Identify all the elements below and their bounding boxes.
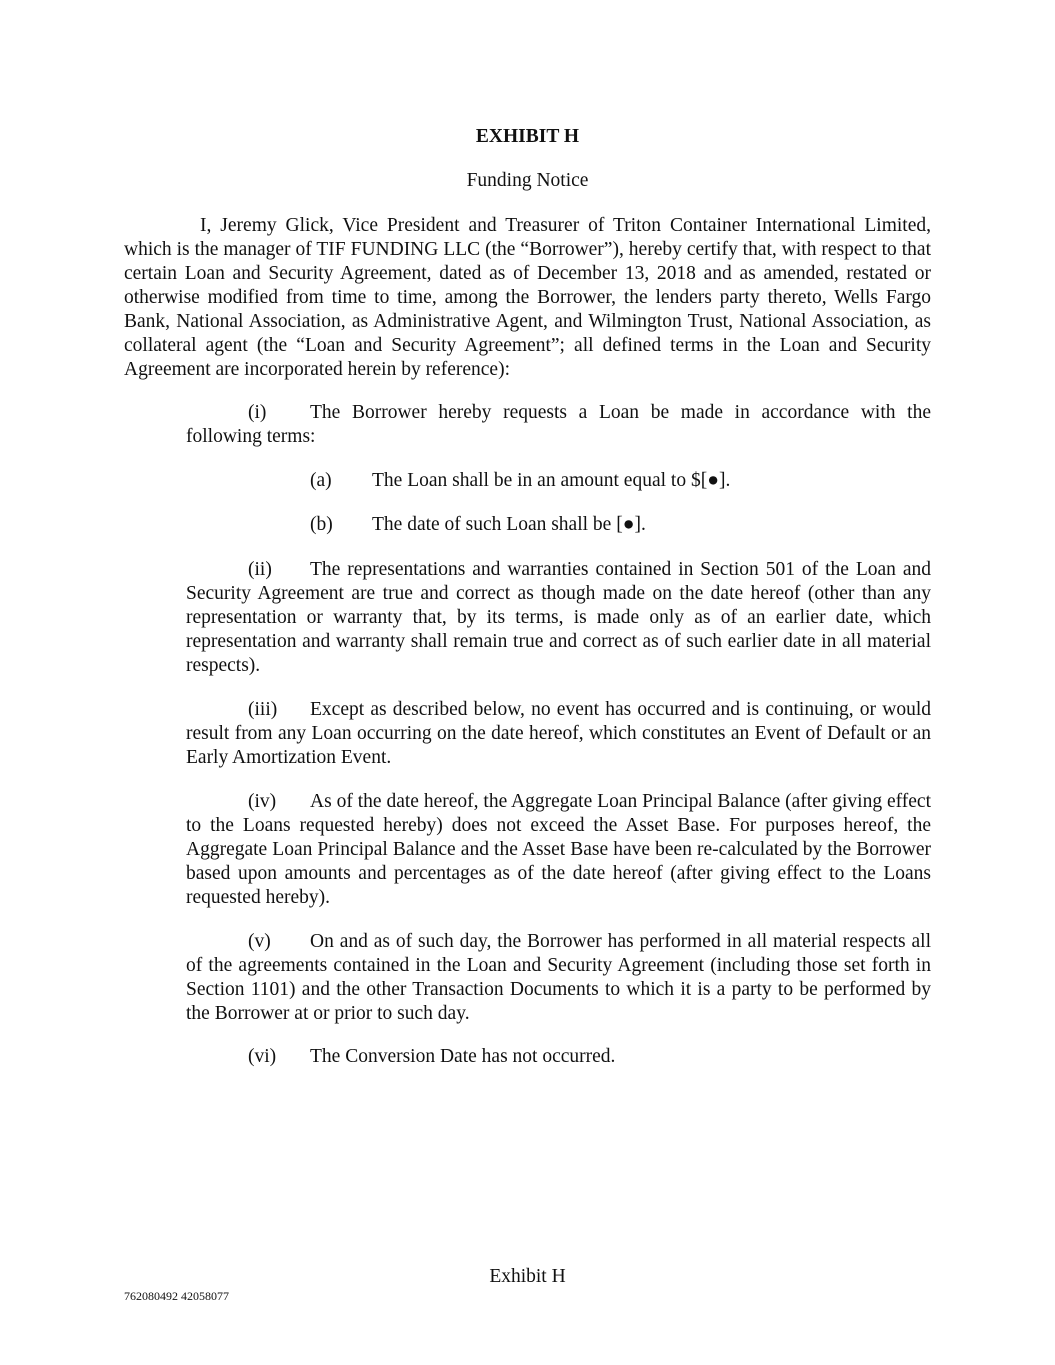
subitem-number: (a) — [310, 470, 332, 491]
item-text: The Borrower hereby requests a Loan be made in accordance with the following terms: — [186, 402, 931, 447]
document-subtitle: Funding Notice — [466, 170, 589, 191]
item-number: (ii) — [248, 559, 272, 580]
intro-paragraph: I, Jeremy Glick, Vice President and Treasurer of Triton Container International Limited, which is the manager of TIF FUNDING LLC (the “Borrower”), hereby certify that, with respect to that certain Loan and Security Agreement, dated as of December 13, 2018 and as amended, restated or otherwise modified from time to time, among the Borrower, the lenders party thereto, Wells Fargo Bank, National Association, as Administrative Agent, and Wilmington Trust, National Association, as collateral agent (the “Loan and Security Agreement”; all defined terms in the Loan and Security Agreement are incorporated herein by reference): — [124, 215, 931, 380]
item-iii — [186, 698, 931, 770]
subitem-text: The date of such Loan shall be [●]. — [372, 514, 646, 535]
item-number: (iii) — [248, 699, 278, 720]
item-text: Except as described below, no event has occurred and is continuing, or would result from any Loan occurring on the date hereof, which constitutes an Event of Default or an Early Amortization Event. — [186, 699, 931, 768]
item-text: As of the date hereof, the Aggregate Loan Principal Balance (after giving effect to the Loans requested hereby) does not exceed the Asset Base. For purposes hereof, the Aggregate Loan Principal Balance and the Asset Base have been re-calculated by the Borrower based upon amounts and percentages as of the date hereof (after giving effect to the Loans requested hereby). — [186, 791, 931, 908]
item-number: (v) — [248, 931, 271, 952]
subitem-text: The Loan shall be in an amount equal to $[●]. — [372, 470, 731, 491]
page-footer-label: Exhibit H — [489, 1266, 566, 1287]
subitem-b — [310, 513, 931, 537]
item-ii — [186, 558, 931, 678]
document-id: 762080492 42058077 — [124, 1289, 229, 1303]
item-number: (iv) — [248, 791, 277, 812]
item-text: On and as of such day, the Borrower has performed in all material respects all of the agreements contained in the Loan and Security Agreement (including those set forth in Section 1101) and the other Transaction Documents to which it is a party to be performed by the Borrower at or prior to such day. — [186, 931, 931, 1024]
item-v — [186, 930, 931, 1026]
exhibit-title: EXHIBIT H — [475, 126, 580, 147]
item-number: (i) — [248, 402, 267, 423]
item-text: The representations and warranties contained in Section 501 of the Loan and Security Agreement are true and correct as though made on the date hereof (other than any representation or warranty that, by its terms, is made only as of an earlier date, which representation and warranty shall remain true and correct as of such earlier date in all material respects). — [186, 559, 931, 676]
subitem-a — [310, 469, 931, 493]
item-text: The Conversion Date has not occurred. — [310, 1046, 616, 1067]
item-vi — [186, 1045, 931, 1069]
item-i — [186, 401, 931, 449]
item-number: (vi) — [248, 1046, 277, 1067]
subitem-number: (b) — [310, 514, 333, 535]
item-iv — [186, 790, 931, 910]
